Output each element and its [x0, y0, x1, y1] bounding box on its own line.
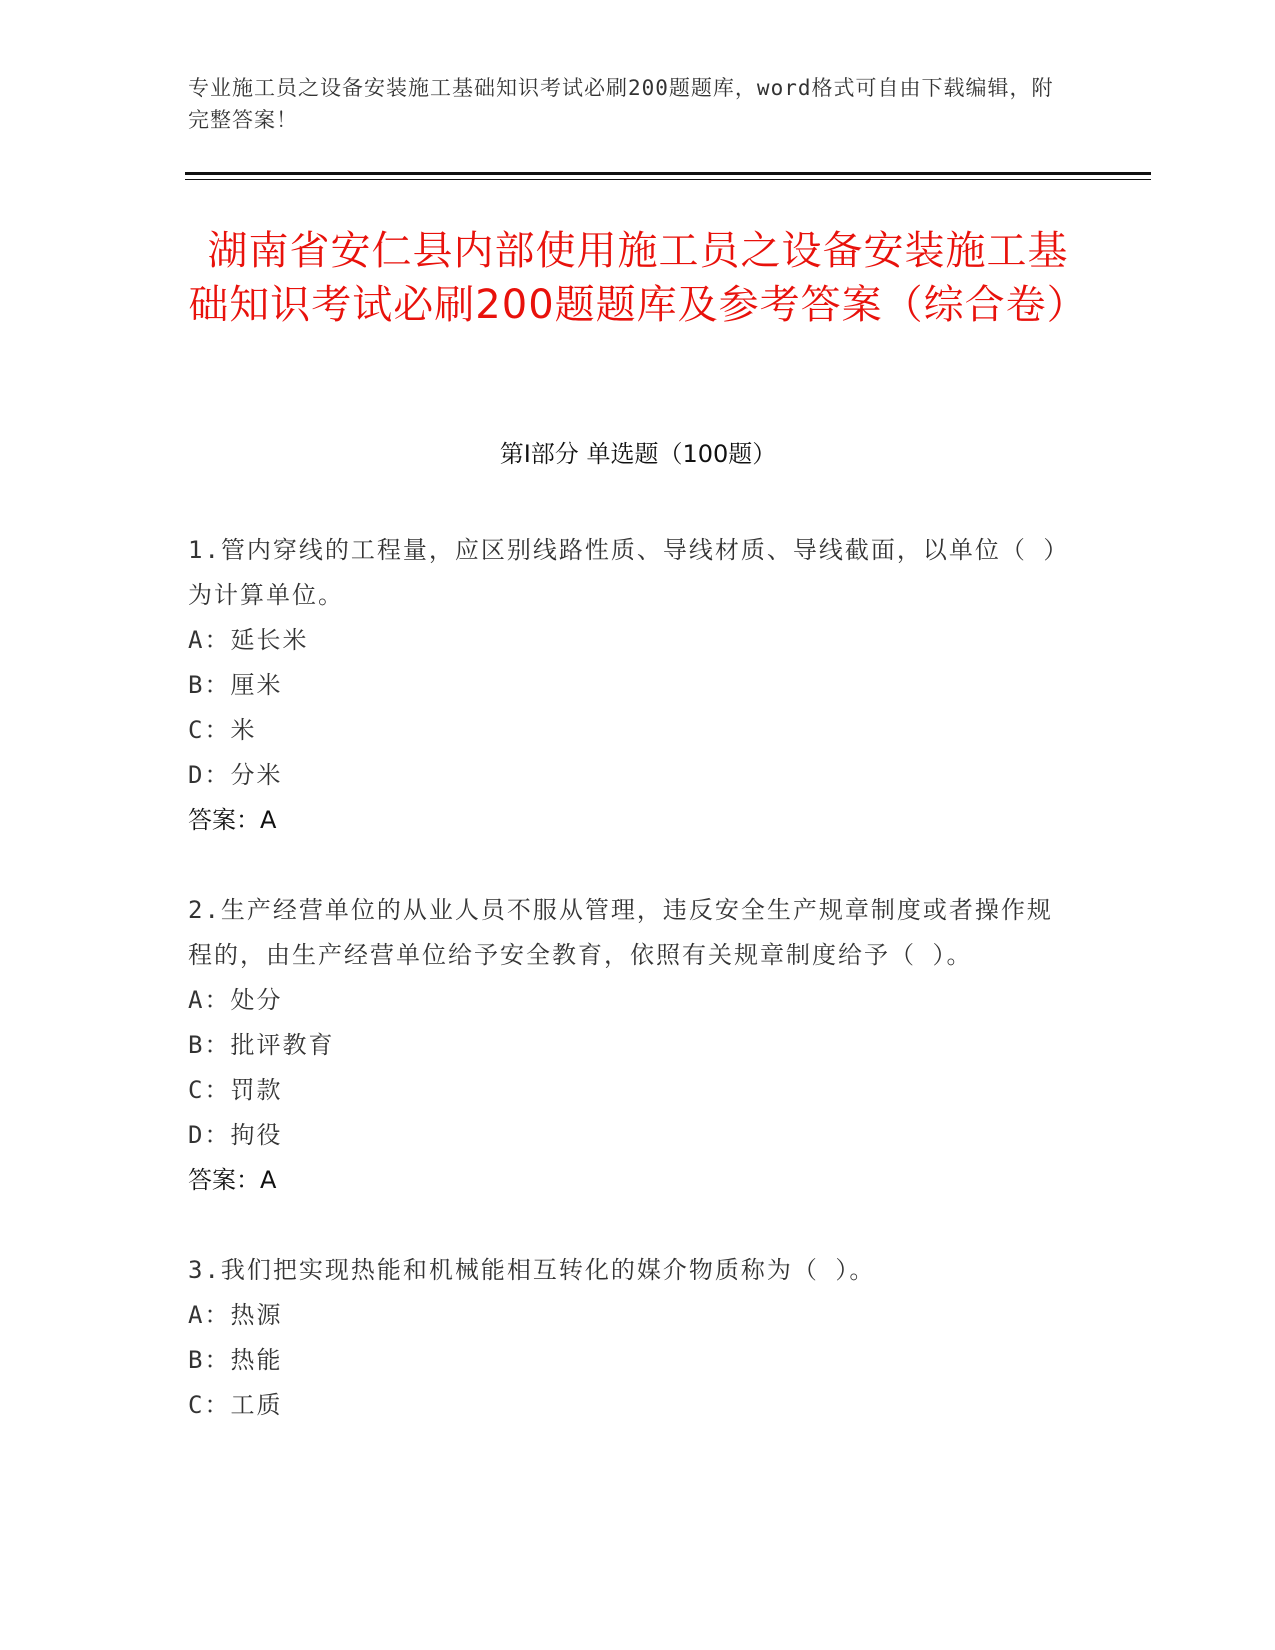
option-a: A：延长米 — [188, 626, 309, 654]
option-b: B：热能 — [188, 1346, 283, 1374]
option-d: D：分米 — [188, 761, 283, 789]
option-d: D：拘役 — [188, 1121, 283, 1149]
question-stem: 2.生产经营单位的从业人员不服从管理，违反安全生产规章制度或者操作规程的，由生产经营单位给予安全教育，依照有关规章制度给予（ ）。 — [188, 896, 1053, 969]
option-c: C：工质 — [188, 1391, 283, 1419]
option-b: B：厘米 — [188, 671, 283, 699]
question-item — [188, 528, 1058, 843]
question-item — [188, 1248, 1058, 1428]
header-rule-thick — [185, 172, 1151, 175]
option-a: A：热源 — [188, 1301, 283, 1329]
option-b: B：批评教育 — [188, 1031, 335, 1059]
question-stem: 3.我们把实现热能和机械能相互转化的媒介物质称为（ ）。 — [188, 1256, 876, 1284]
header-note: 专业施工员之设备安装施工基础知识考试必刷200题题库，word格式可自由下载编辑，附完整答案！ — [188, 76, 1054, 132]
question-item — [188, 888, 1058, 1203]
document-title: 湖南省安仁县内部使用施工员之设备安装施工基础知识考试必刷200题题库及参考答案（综合卷） — [188, 228, 1088, 328]
answer-line: 答案：A — [188, 806, 277, 834]
section-title: 第Ⅰ部分 单选题（100题） — [499, 440, 777, 468]
header-rule-thin — [185, 179, 1151, 180]
option-c: C：罚款 — [188, 1076, 283, 1104]
question-list — [188, 528, 1058, 1473]
question-stem: 1.管内穿线的工程量，应区别线路性质、导线材质、导线截面，以单位（ ）为计算单位。 — [188, 536, 1058, 609]
option-c: C：米 — [188, 716, 257, 744]
option-a: A：处分 — [188, 986, 283, 1014]
answer-line: 答案：A — [188, 1166, 277, 1194]
